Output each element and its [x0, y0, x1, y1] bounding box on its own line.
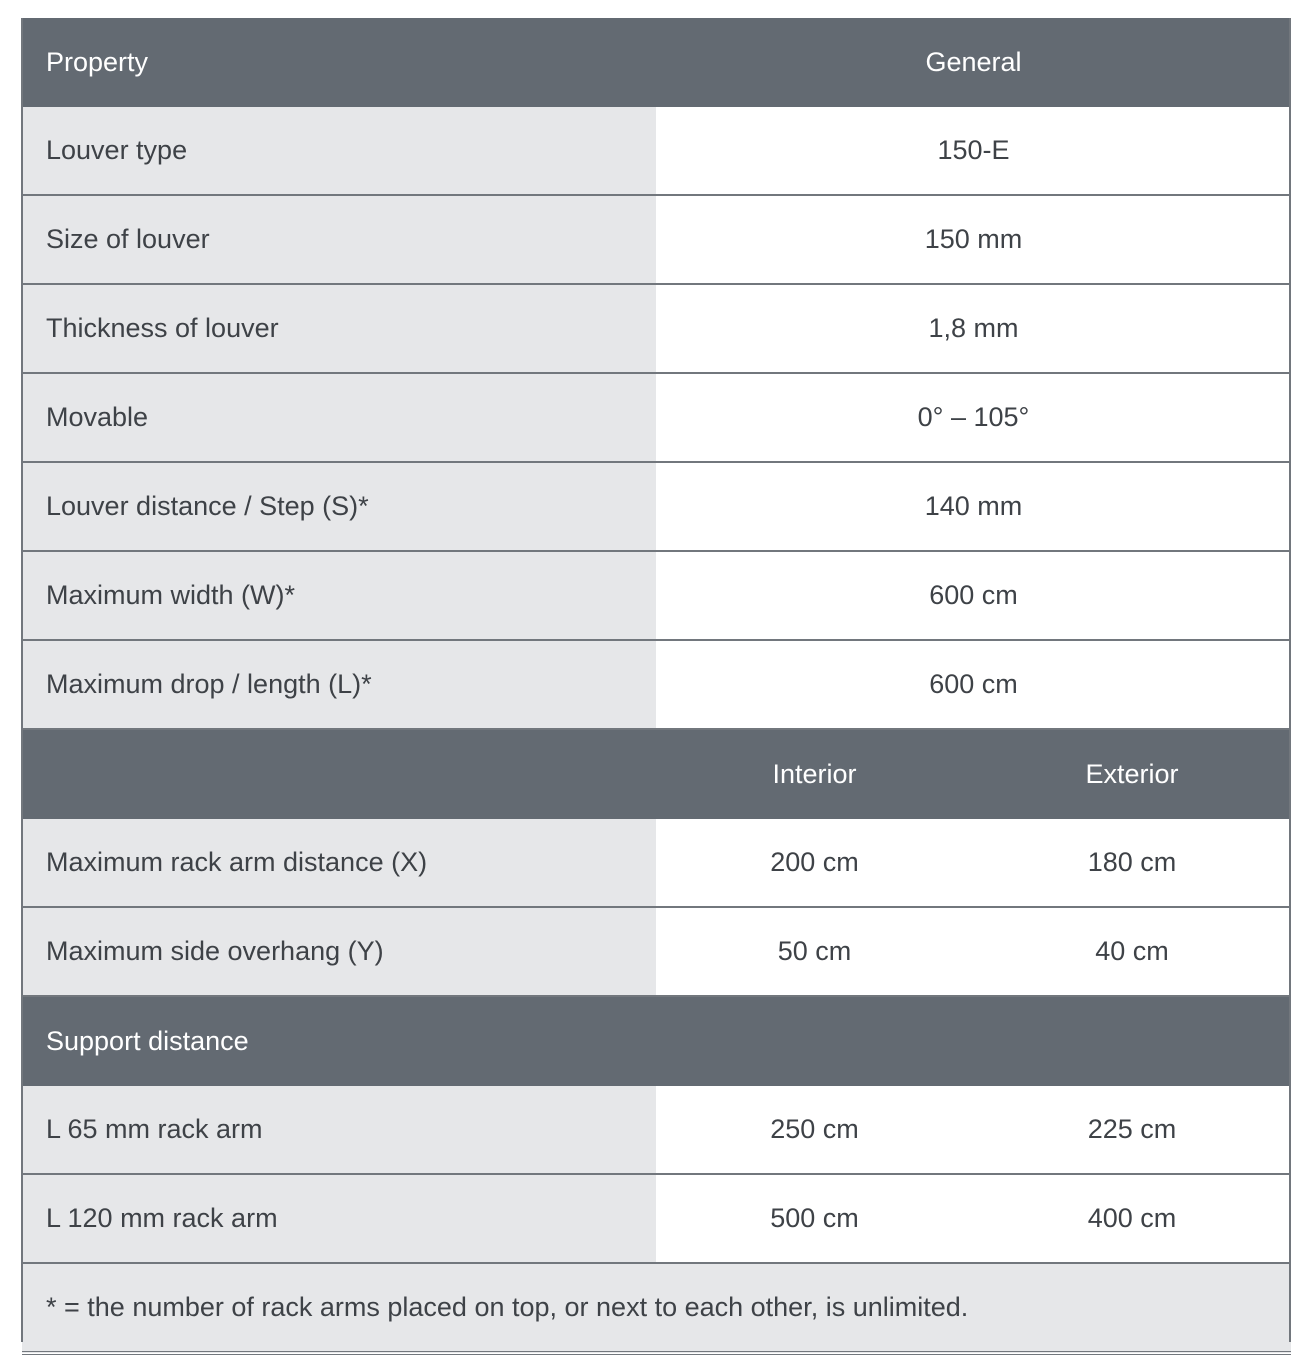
spec-table-body [22, 18, 1291, 107]
footnote: * = the number of rack arms placed on top, or next to each other, is unlimited. [22, 1263, 1291, 1353]
footnote-group [22, 1263, 1291, 1353]
placement-header-label [22, 729, 656, 819]
property-value: 600 cm [656, 551, 1291, 640]
exterior-value: 225 cm [973, 1086, 1291, 1174]
property-label: L 120 mm rack arm [22, 1174, 656, 1263]
property-label: L 65 mm rack arm [22, 1086, 656, 1174]
exterior-header: Exterior [973, 729, 1291, 819]
general-row [22, 107, 1291, 195]
spec-table [22, 18, 1291, 1355]
placement-row [22, 819, 1291, 907]
placement-header-row [22, 729, 1291, 819]
interior-value: 200 cm [656, 819, 973, 907]
property-value: 140 mm [656, 462, 1291, 551]
property-label: Thickness of louver [22, 284, 656, 373]
general-rows [22, 107, 1291, 729]
general-row [22, 373, 1291, 462]
general-row [22, 195, 1291, 284]
general-row [22, 551, 1291, 640]
support-row [22, 1174, 1291, 1263]
interior-value: 50 cm [656, 907, 973, 996]
property-label: Louver type [22, 107, 656, 195]
footnote-row [22, 1263, 1291, 1353]
interior-header: Interior [656, 729, 973, 819]
property-label: Maximum rack arm distance (X) [22, 819, 656, 907]
support-row [22, 1086, 1291, 1174]
property-label: Maximum side overhang (Y) [22, 907, 656, 996]
property-label: Maximum drop / length (L)* [22, 640, 656, 729]
property-label: Louver distance / Step (S)* [22, 462, 656, 551]
placement-rows [22, 819, 1291, 996]
exterior-value: 400 cm [973, 1174, 1291, 1263]
general-row [22, 462, 1291, 551]
property-value: 150-E [656, 107, 1291, 195]
support-distance-header: Support distance [22, 996, 1291, 1086]
interior-value: 500 cm [656, 1174, 973, 1263]
property-value: 1,8 mm [656, 284, 1291, 373]
property-label: Maximum width (W)* [22, 551, 656, 640]
exterior-value: 180 cm [973, 819, 1291, 907]
general-row [22, 640, 1291, 729]
general-row [22, 284, 1291, 373]
property-value: 600 cm [656, 640, 1291, 729]
property-label: Movable [22, 373, 656, 462]
property-value: 150 mm [656, 195, 1291, 284]
exterior-value: 40 cm [973, 907, 1291, 996]
support-rows [22, 1086, 1291, 1263]
interior-value: 250 cm [656, 1086, 973, 1174]
general-header: General [656, 18, 1291, 107]
general-header-row [22, 18, 1291, 107]
placement-row [22, 907, 1291, 996]
property-label: Size of louver [22, 195, 656, 284]
property-value: 0° – 105° [656, 373, 1291, 462]
support-header-row [22, 996, 1291, 1086]
placement-header-group [22, 729, 1291, 819]
support-header-group [22, 996, 1291, 1086]
property-header: Property [22, 18, 656, 107]
